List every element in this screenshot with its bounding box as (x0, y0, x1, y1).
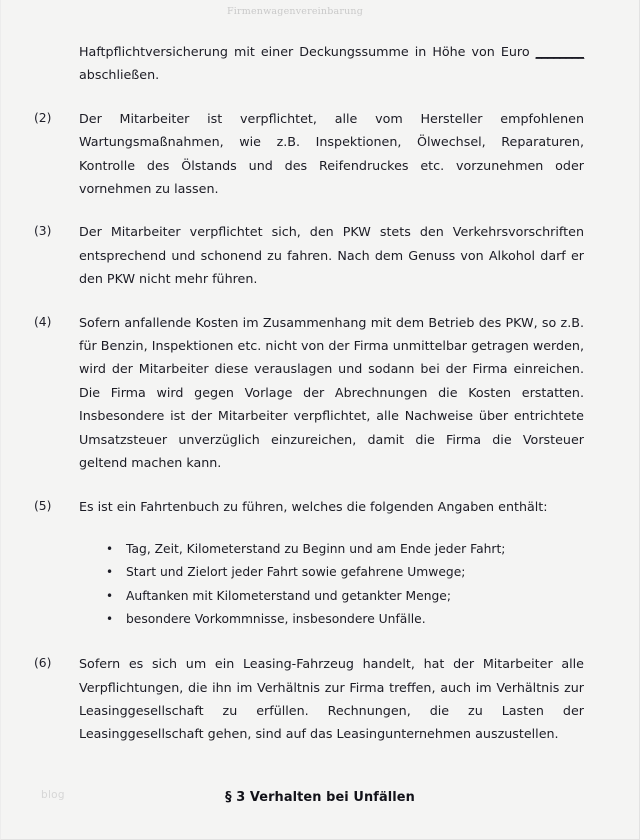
paragraph-5-text: Es ist ein Fahrtenbuch zu führen, welches die folgenden Angaben enthält: (79, 498, 548, 514)
fill-in-blank[interactable]: ________ (535, 44, 584, 59)
paragraph-4 (34, 311, 584, 475)
paragraph-4-number: (4) (34, 314, 52, 329)
paragraph-6 (34, 652, 584, 746)
running-header (1, 6, 639, 17)
list-item-label: besondere Vorkommnisse, insbesondere Unfälle. (126, 611, 426, 626)
bullet-icon: • (106, 611, 114, 626)
bullet-icon: • (106, 588, 114, 603)
continuation-text-before-blank: Haftpflichtversicherung mit einer Deckungssumme in Höhe von Euro (79, 44, 530, 59)
paragraph-3-text: Der Mitarbeiter verpflichtet sich, den PKW stets den Verkehrsvorschriften entsprechend und schonend zu fahren. Nach dem Genuss von Alkohol darf er den PKW nicht mehr führen. (79, 224, 584, 287)
bullet-icon: • (106, 565, 114, 580)
paragraph-5-number: (5) (34, 498, 52, 513)
fahrtenbuch-bullet-list (106, 538, 584, 631)
paragraph-3-number: (3) (34, 224, 52, 239)
list-item (106, 538, 584, 561)
list-item-label: Tag, Zeit, Kilometerstand zu Beginn und am Ende jeder Fahrt; (126, 541, 506, 556)
paragraph-3 (34, 220, 584, 290)
blog-watermark: blog (41, 789, 65, 801)
paragraph-continuation-text (79, 40, 584, 87)
paragraph-2-number: (2) (34, 110, 52, 125)
running-header-title: Firmenwagenvereinbarung (226, 6, 364, 17)
paragraph-5 (34, 495, 584, 518)
document-body (34, 40, 584, 766)
list-item (106, 561, 584, 584)
continuation-text-after-blank: abschließen. (79, 67, 160, 83)
paragraph-6-number: (6) (34, 656, 52, 671)
paragraph-6-text: Sofern es sich um ein Leasing-Fahrzeug handelt, hat der Mitarbeiter alle Verpflichtungen, die ihn im Verhältnis zur Firma treffen, auch im Verhältnis zur Leasinggesellschaft zu erfüllen. Rechnungen, die zu Lasten der Leasinggesellschaft gehen, sind auf das Leasingunternehmen auszustellen. (79, 656, 584, 742)
list-item (106, 585, 584, 608)
paragraph-2-text: Der Mitarbeiter ist verpflichtet, alle vom Hersteller empfohlenen Wartungsmaßnahmen, wie z.B. Inspektionen, Ölwechsel, Reparaturen, Kontrolle des Ölstands und des Reifendruckes etc. vorzunehmen oder vornehmen zu lassen. (79, 110, 584, 197)
paragraph-4-text: Sofern anfallende Kosten im Zusammenhang mit dem Betrieb des PKW, so z.B. für Benzin, Inspektionen etc. nicht von der Firma unmittelbar getragen werden, wird der Mitarbeiter diese verauslagen und sodann bei der Firma einreichen. Die Firma wird gegen Vorlage der Abrechnungen die Kosten erstatten. Insbesondere ist der Mitarbeiter verpflichtet, alle Nachweise über entrichtete Umsatzsteuer unverzüglich einzureichen, damit die Firma die Vorsteuer geltend machen kann. (79, 314, 584, 471)
list-item-label: Auftanken mit Kilometerstand und getankter Menge; (126, 588, 452, 603)
section-heading: § 3 Verhalten bei Unfällen (225, 790, 415, 805)
list-item (106, 608, 584, 631)
paragraph-continuation (34, 40, 584, 87)
paragraph-2 (34, 107, 584, 201)
bullet-icon: • (106, 541, 114, 556)
list-item-label: Start und Zielort jeder Fahrt sowie gefahrene Umwege; (126, 565, 466, 580)
